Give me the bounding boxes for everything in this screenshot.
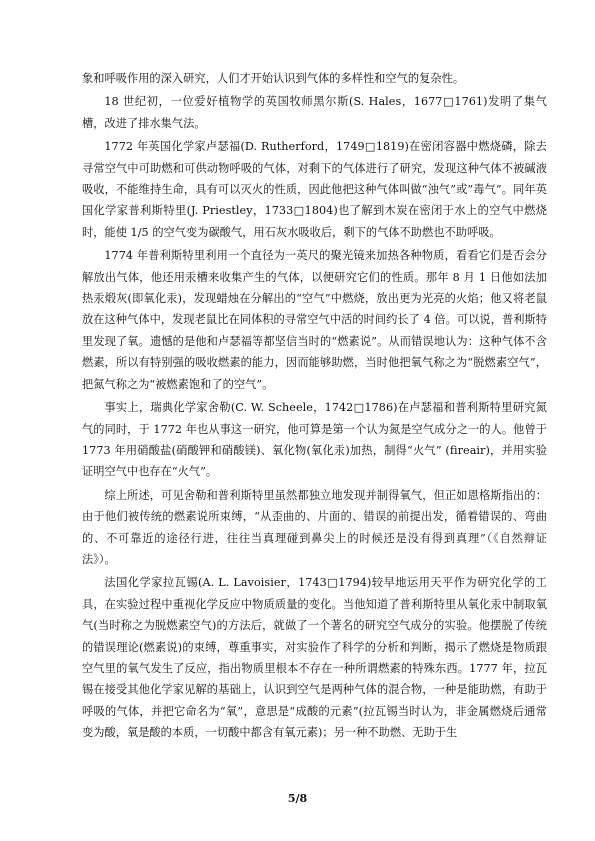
paragraph-5: 事实上，瑞典化学家舍勒(C. W. Scheele，1742□1786)在卢瑟福和普利斯特里研究氮气的同时，于 1772 年也从事这一研究，他可算是第一个认为氮是空气成分之一的人。他曾于 1773 年用硝酸盐(硝酸钾和硝酸镁)、氧化物(氧化汞)加热，制得“火气” (fireair)，并用实验证明空气中也存在“火气”。 (82, 401, 547, 479)
page-number: 5/8 (287, 792, 308, 805)
paragraph-3: 1772 年英国化学家卢瑟福(D. Rutherford，1749□1819)在密闭容器中燃烧磷，除去寻常空气中可助燃和可供动物呼吸的气体，对剩下的气体进行了研究，发现这种气体不被碱液吸收，不能维持生命，具有可以灭火的性质，因此他把这种气体叫做“浊气”或“毒气”。同年英国化学家普利斯特里(J. Priestley，1733□1804)也了解到木炭在密闭于水上的空气中燃烧时，能使 1/5 的空气变为碳酸气，用石灰水吸收后，剩下的气体不助燃也不助呼吸。 (82, 140, 547, 239)
paragraph-7: 法国化学家拉瓦锡(A. L. Lavoisier，1743□1794)较早地运用天平作为研究化学的工具，在实验过程中重视化学反应中物质质量的变化。当他知道了普利斯特里从氧化汞中制取氧气(当时称之为脱燃素空气)的方法后，就做了一个著名的研究空气成分的实验。他摆脱了传统的错误理论(燃素说)的束缚，尊重事实，对实验作了科学的分析和判断，揭示了燃烧是物质跟空气里的氧气发生了反应，指出物质里根本不存在一种所谓燃素的特殊东西。1777 年，拉瓦锡在接受其他化学家见解的基础上，认识到空气是两种气体的混合物，一种是能助燃，有助于呼吸的气体，并把它命名为“氧”，意思是“成酸的元素”(拉瓦锡当时认为，非金属燃烧后通常变为酸，氧是酸的本质，一切酸中都含有氧元素)；另一种不助燃、无助于生 (82, 576, 547, 740)
body-text (82, 68, 547, 746)
paragraph-4: 1774 年普利斯特里利用一个直径为一英尺的聚光镜来加热各种物质，看看它们是否会分解放出气体，他还用汞槽来收集产生的气体，以便研究它们的性质。那年 8 月 1 日他如法加热汞煅灰(即氧化汞)，发现蜡烛在分解出的“空气”中燃烧，放出更为光亮的火焰；他又将老鼠放在这种气体中，发现老鼠比在同体积的寻常空气中活的时间约长了 4 倍。可以说，普利斯特里发现了氧。遗憾的是他和卢瑟福等都坚信当时的“燃素说”。从而错误地认为：这种气体不含燃素，所以有特别强的吸收燃素的能力，因而能够助燃，当时他把氧气称之为“脱燃素空气”，把氮气称之为“被燃素饱和了的空气”。 (82, 249, 547, 391)
paragraph-1: 象和呼吸作用的深入研究，人们才开始认识到气体的多样性和空气的复杂性。 (82, 72, 465, 85)
paragraph-6: 综上所述，可见舍勒和普利斯特里虽然都独立地发现并制得氧气，但正如恩格斯指出的：由于他们被传统的燃素说所束缚，“从歪曲的、片面的、错误的前提出发，循着错误的、弯曲的、不可靠近的途径行进，往往当真理碰到鼻尖上的时候还是没有得到真理”（《自然辩证法》）。 (82, 488, 547, 566)
paragraph-2: 18 世纪初，一位爱好植物学的英国牧师黑尔斯(S. Hales，1677□1761)发明了集气槽，改进了排水集气法。 (82, 95, 547, 130)
